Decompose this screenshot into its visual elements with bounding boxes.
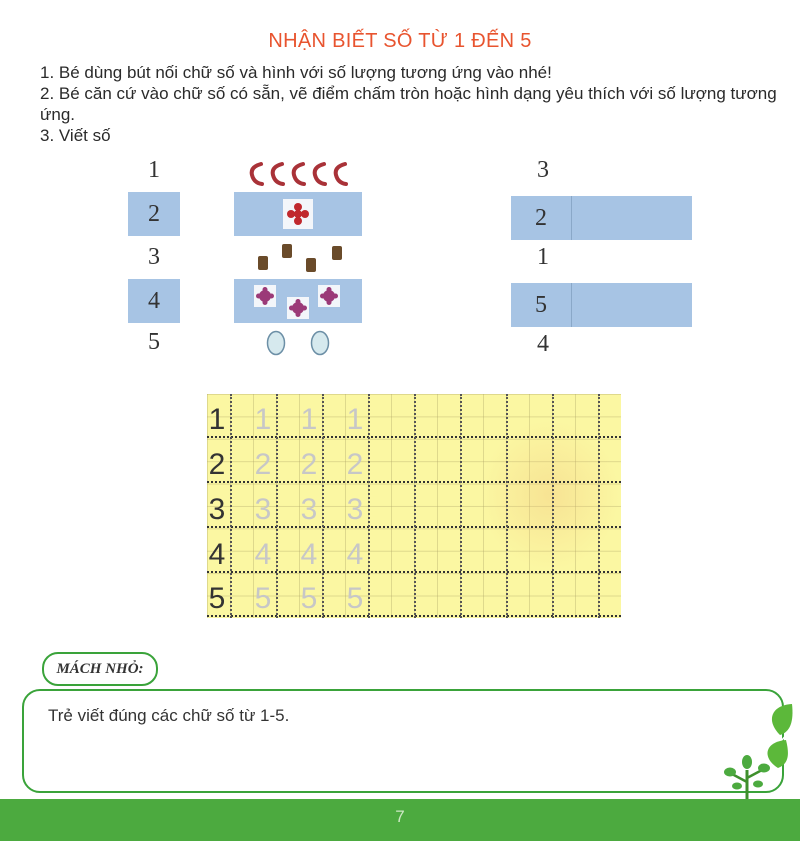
- page-title: NHẬN BIẾT SỐ TỪ 1 ĐẾN 5: [268, 30, 532, 52]
- block-icon: [332, 246, 342, 260]
- trace-digit-2: 2: [346, 448, 364, 481]
- left-number-4[interactable]: 4: [128, 279, 180, 323]
- writing-digit-2: 2: [208, 448, 226, 481]
- grid-dotted-column: [506, 394, 508, 618]
- writing-digit-1: 1: [208, 403, 226, 436]
- tip-label: MÁCH NHỎ:: [42, 652, 158, 686]
- trace-digit-5: 5: [254, 582, 272, 615]
- instructions: [40, 62, 785, 146]
- trace-digit-2: 2: [254, 448, 272, 481]
- trace-digit-3: 3: [254, 493, 272, 526]
- picture-group-blocks[interactable]: [234, 240, 362, 276]
- left-number-3[interactable]: 3: [148, 244, 160, 270]
- star-tile-icon: [287, 297, 309, 319]
- right-number-3[interactable]: 1: [537, 244, 549, 270]
- grid-dotted-column: [598, 394, 600, 618]
- flower-tile-icon: [283, 199, 313, 229]
- trace-digit-1: 1: [300, 403, 318, 436]
- sprout-icon: [722, 752, 772, 800]
- grid-dotted-column: [414, 394, 416, 618]
- writing-digit-5: 5: [208, 582, 226, 615]
- trace-digit-4: 4: [346, 538, 364, 571]
- writing-digit-3: 3: [208, 493, 226, 526]
- left-number-1[interactable]: 1: [148, 157, 160, 183]
- instruction-1: 1. Bé dùng bút nối chữ số và hình với số lượng tương ứng vào nhé!: [40, 63, 552, 82]
- block-icon: [258, 256, 268, 270]
- tip-text: Trẻ viết đúng các chữ số từ 1-5.: [48, 706, 290, 725]
- page-number: 7: [395, 807, 405, 826]
- left-number-2[interactable]: 2: [128, 192, 180, 236]
- block-icon: [306, 258, 316, 272]
- trace-digit-1: 1: [254, 403, 272, 436]
- hook-icon: [269, 161, 286, 187]
- instruction-2: 2. Bé căn cứ vào chữ số có sẵn, vẽ điểm chấm tròn hoặc hình dạng yêu thích với số lượng tương ứng.: [40, 84, 777, 124]
- picture-group-hooks[interactable]: [234, 158, 362, 190]
- trace-digit-5: 5: [346, 582, 364, 615]
- grid-dotted-column: [552, 394, 554, 618]
- hook-icon: [248, 161, 265, 187]
- right-number-1[interactable]: 3: [537, 157, 549, 183]
- left-number-5[interactable]: 5: [148, 329, 160, 355]
- oval-icon: [310, 330, 330, 356]
- instruction-3: 3. Viết số: [40, 126, 111, 145]
- right-row-2[interactable]: [511, 196, 692, 240]
- writing-digit-4: 4: [208, 538, 226, 571]
- trace-digit-2: 2: [300, 448, 318, 481]
- picture-group-ovals[interactable]: [234, 328, 362, 358]
- hook-icon: [290, 161, 307, 187]
- oval-icon: [266, 330, 286, 356]
- star-tile-icon: [254, 285, 276, 307]
- block-icon: [282, 244, 292, 258]
- tip-box: [22, 689, 784, 793]
- hook-icon: [311, 161, 328, 187]
- star-tile-icon: [318, 285, 340, 307]
- right-number-5[interactable]: 4: [537, 331, 549, 357]
- trace-digit-3: 3: [346, 493, 364, 526]
- trace-digit-5: 5: [300, 582, 318, 615]
- hook-icon: [332, 161, 349, 187]
- right-number-4: 5: [511, 283, 572, 327]
- trace-digit-3: 3: [300, 493, 318, 526]
- picture-group-flower[interactable]: [234, 192, 362, 236]
- trace-digit-1: 1: [346, 403, 364, 436]
- trace-digit-4: 4: [300, 538, 318, 571]
- right-number-2: 2: [511, 196, 572, 240]
- right-row-4[interactable]: [511, 283, 692, 327]
- grid-dotted-column: [460, 394, 462, 618]
- trace-digit-4: 4: [254, 538, 272, 571]
- picture-group-stars[interactable]: [234, 279, 362, 323]
